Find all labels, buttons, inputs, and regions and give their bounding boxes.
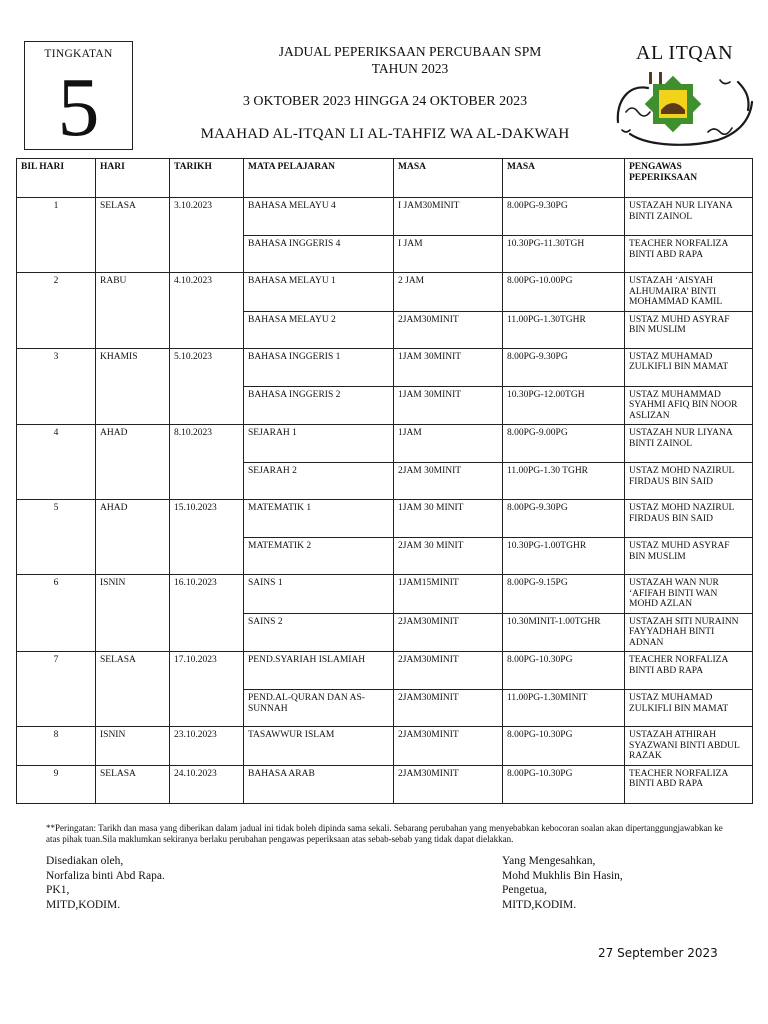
table-row: [17, 198, 753, 236]
cell-tarikh: 15.10.2023: [170, 500, 244, 575]
cell-bil: 1: [17, 198, 96, 273]
cell-invigilator: USTAZ MUHD ASYRAF BIN MUSLIM: [625, 538, 753, 575]
cell-time: 10.30PG-1.00TGHR: [503, 538, 625, 575]
cell-duration: 2JAM30MINIT: [394, 311, 503, 348]
cell-invigilator: USTAZAH ATHIRAH SYAZWANI BINTI ABDUL RAZAK: [625, 727, 753, 766]
cell-time: 11.00PG-1.30MINIT: [503, 690, 625, 727]
cell-time: 8.00PG-10.00PG: [503, 273, 625, 312]
cell-tarikh: 8.10.2023: [170, 425, 244, 500]
cell-subject: BAHASA MELAYU 2: [244, 311, 394, 348]
cell-tarikh: 5.10.2023: [170, 348, 244, 425]
cell-duration: I JAM: [394, 236, 503, 273]
exam-schedule-table: [16, 158, 753, 804]
cell-duration: 1JAM: [394, 425, 503, 463]
cell-duration: 2JAM30MINIT: [394, 652, 503, 690]
cell-invigilator: USTAZAH WAN NUR ‘AFIFAH BINTI WAN MOHD AZLAN: [625, 575, 753, 614]
cell-time: 8.00PG-9.30PG: [503, 348, 625, 386]
cell-tarikh: 23.10.2023: [170, 727, 244, 766]
cell-hari: SELASA: [96, 198, 170, 273]
cell-hari: ISNIN: [96, 727, 170, 766]
header-mata-pelajaran: MATA PELAJARAN: [244, 159, 394, 198]
cell-duration: 1JAM 30 MINIT: [394, 500, 503, 538]
cell-bil: 5: [17, 500, 96, 575]
header-masa-duration: MASA: [394, 159, 503, 198]
cell-tarikh: 16.10.2023: [170, 575, 244, 652]
cell-subject: BAHASA INGGERIS 4: [244, 236, 394, 273]
approved-by-name: Mohd Mukhlis Bin Hasin,: [502, 869, 623, 882]
cell-subject: BAHASA MELAYU 4: [244, 198, 394, 236]
institution-name: MAAHAD AL-ITQAN LI AL-TAHFIZ WA AL-DAKWAH: [200, 126, 570, 142]
prepared-by-block: [46, 854, 165, 912]
table-row: [17, 348, 753, 386]
cell-hari: ISNIN: [96, 575, 170, 652]
cell-duration: 2JAM 30MINIT: [394, 463, 503, 500]
prepared-by-name: Norfaliza binti Abd Rapa.: [46, 869, 165, 882]
cell-time: 11.00PG-1.30TGHR: [503, 311, 625, 348]
cell-duration: 2JAM 30 MINIT: [394, 538, 503, 575]
cell-hari: KHAMIS: [96, 348, 170, 425]
header-bil-hari: BIL HARI: [17, 159, 96, 198]
cell-duration: 2JAM30MINIT: [394, 727, 503, 766]
header-tarikh: TARIKH: [170, 159, 244, 198]
cell-hari: SELASA: [96, 652, 170, 727]
cell-subject: BAHASA INGGERIS 2: [244, 386, 394, 425]
cell-invigilator: TEACHER NORFALIZA BINTI ABD RAPA: [625, 236, 753, 273]
cell-time: 10.30MINIT-1.00TGHR: [503, 613, 625, 652]
table-row: [17, 765, 753, 803]
cell-hari: SELASA: [96, 765, 170, 803]
cell-time: 8.00PG-9.30PG: [503, 198, 625, 236]
table-row: [17, 575, 753, 614]
cell-duration: 2JAM30MINIT: [394, 613, 503, 652]
cell-bil: 8: [17, 727, 96, 766]
cell-invigilator: USTAZ MOHD NAZIRUL FIRDAUS BIN SAID: [625, 500, 753, 538]
cell-invigilator: USTAZAH ‘AISYAH ALHUMAIRA’ BINTI MOHAMMAD KAMIL: [625, 273, 753, 312]
cell-subject: TASAWWUR ISLAM: [244, 727, 394, 766]
cell-subject: MATEMATIK 1: [244, 500, 394, 538]
cell-time: 11.00PG-1.30 TGHR: [503, 463, 625, 500]
cell-invigilator: USTAZ MUHAMAD ZULKIFLI BIN MAMAT: [625, 348, 753, 386]
cell-duration: 1JAM 30MINIT: [394, 348, 503, 386]
cell-duration: 2JAM30MINIT: [394, 690, 503, 727]
cell-time: 10.30PG-11.30TGH: [503, 236, 625, 273]
table-body: [17, 198, 753, 804]
approved-by-block: [502, 854, 623, 912]
cell-subject: SAINS 1: [244, 575, 394, 614]
cell-duration: 1JAM15MINIT: [394, 575, 503, 614]
cell-invigilator: TEACHER NORFALIZA BINTI ABD RAPA: [625, 652, 753, 690]
header-hari: HARI: [96, 159, 170, 198]
cell-subject: SEJARAH 2: [244, 463, 394, 500]
cell-subject: MATEMATIK 2: [244, 538, 394, 575]
cell-time: 10.30PG-12.00TGH: [503, 386, 625, 425]
header-masa-time: MASA: [503, 159, 625, 198]
approved-by-title: Pengetua,: [502, 884, 548, 896]
approved-by-line: Yang Mengesahkan,: [502, 855, 596, 867]
cell-subject: BAHASA ARAB: [244, 765, 394, 803]
approved-by-org: MITD,KODIM.: [502, 898, 577, 911]
cell-time: 8.00PG-10.30PG: [503, 727, 625, 766]
cell-invigilator: USTAZ MOHD NAZIRUL FIRDAUS BIN SAID: [625, 463, 753, 500]
logo-text: AL ITQAN: [636, 42, 734, 64]
cell-invigilator: USTAZAH SITI NURAINN FAYYADHAH BINTI ADNAN: [625, 613, 753, 652]
warning-note: **Peringatan: Tarikh dan masa yang diberikan dalam jadual ini tidak boleh dipinda sama sekali. Sebarang perubahan yang menyebabkan kebocoran soalan akan dipertanggungjawabkan ke atas pihak tuan.Sila maklumkan sekiranya berlaku perubahan pengawas peperiksaan atas sebab-sebab yang tidak dapat dielakkan.: [46, 823, 723, 844]
cell-bil: 6: [17, 575, 96, 652]
cell-subject: PEND.SYARIAH ISLAMIAH: [244, 652, 394, 690]
cell-invigilator: TEACHER NORFALIZA BINTI ABD RAPA: [625, 765, 753, 803]
cell-tarikh: 4.10.2023: [170, 273, 244, 349]
document-year: TAHUN 2023: [371, 61, 449, 76]
header-pengawas: PENGAWAS PEPERIKSAAN: [625, 159, 753, 198]
cell-hari: AHAD: [96, 500, 170, 575]
prepared-by-title: PK1,: [46, 884, 70, 896]
cell-invigilator: USTAZ MUHD ASYRAF BIN MUSLIM: [625, 311, 753, 348]
cell-bil: 9: [17, 765, 96, 803]
table-row: [17, 727, 753, 766]
table-row: [17, 500, 753, 538]
cell-time: 8.00PG-9.30PG: [503, 500, 625, 538]
cell-tarikh: 24.10.2023: [170, 765, 244, 803]
table-row: [17, 425, 753, 463]
cell-hari: AHAD: [96, 425, 170, 500]
table-header-row: [17, 159, 753, 198]
cell-invigilator: USTAZ MUHAMAD ZULKIFLI BIN MAMAT: [625, 690, 753, 727]
cell-time: 8.00PG-10.30PG: [503, 652, 625, 690]
cell-subject: BAHASA MELAYU 1: [244, 273, 394, 312]
date-range: 3 OKTOBER 2023 HINGGA 24 OKTOBER 2023: [242, 94, 528, 109]
cell-subject: SAINS 2: [244, 613, 394, 652]
cell-duration: 2 JAM: [394, 273, 503, 312]
cell-bil: 2: [17, 273, 96, 349]
cell-bil: 3: [17, 348, 96, 425]
cell-duration: 1JAM 30MINIT: [394, 386, 503, 425]
prepared-by-line: Disediakan oleh,: [46, 855, 124, 867]
prepared-by-org: MITD,KODIM.: [46, 898, 121, 911]
cell-time: 8.00PG-10.30PG: [503, 765, 625, 803]
cell-tarikh: 17.10.2023: [170, 652, 244, 727]
form-level-box: [24, 41, 133, 154]
cell-time: 8.00PG-9.00PG: [503, 425, 625, 463]
document-date: 27 September 2023: [598, 946, 718, 960]
cell-duration: 2JAM30MINIT: [394, 765, 503, 803]
cell-duration: I JAM30MINIT: [394, 198, 503, 236]
cell-bil: 7: [17, 652, 96, 727]
cell-time: 8.00PG-9.15PG: [503, 575, 625, 614]
school-logo-icon: [608, 62, 758, 152]
cell-subject: BAHASA INGGERIS 1: [244, 348, 394, 386]
table-row: [17, 273, 753, 312]
table-row: [17, 652, 753, 690]
cell-tarikh: 3.10.2023: [170, 198, 244, 273]
cell-hari: RABU: [96, 273, 170, 349]
form-label: TINGKATAN: [44, 48, 113, 60]
cell-subject: PEND.AL-QURAN DAN AS-SUNNAH: [244, 690, 394, 727]
form-number: 5: [57, 61, 100, 154]
document-title: JADUAL PEPERIKSAAN PERCUBAAN SPM: [278, 44, 542, 59]
cell-subject: SEJARAH 1: [244, 425, 394, 463]
cell-invigilator: USTAZAH NUR LIYANA BINTI ZAINOL: [625, 198, 753, 236]
cell-invigilator: USTAZ MUHAMMAD SYAHMI AFIQ BIN NOOR ASLIZAN: [625, 386, 753, 425]
cell-bil: 4: [17, 425, 96, 500]
cell-invigilator: USTAZAH NUR LIYANA BINTI ZAINOL: [625, 425, 753, 463]
